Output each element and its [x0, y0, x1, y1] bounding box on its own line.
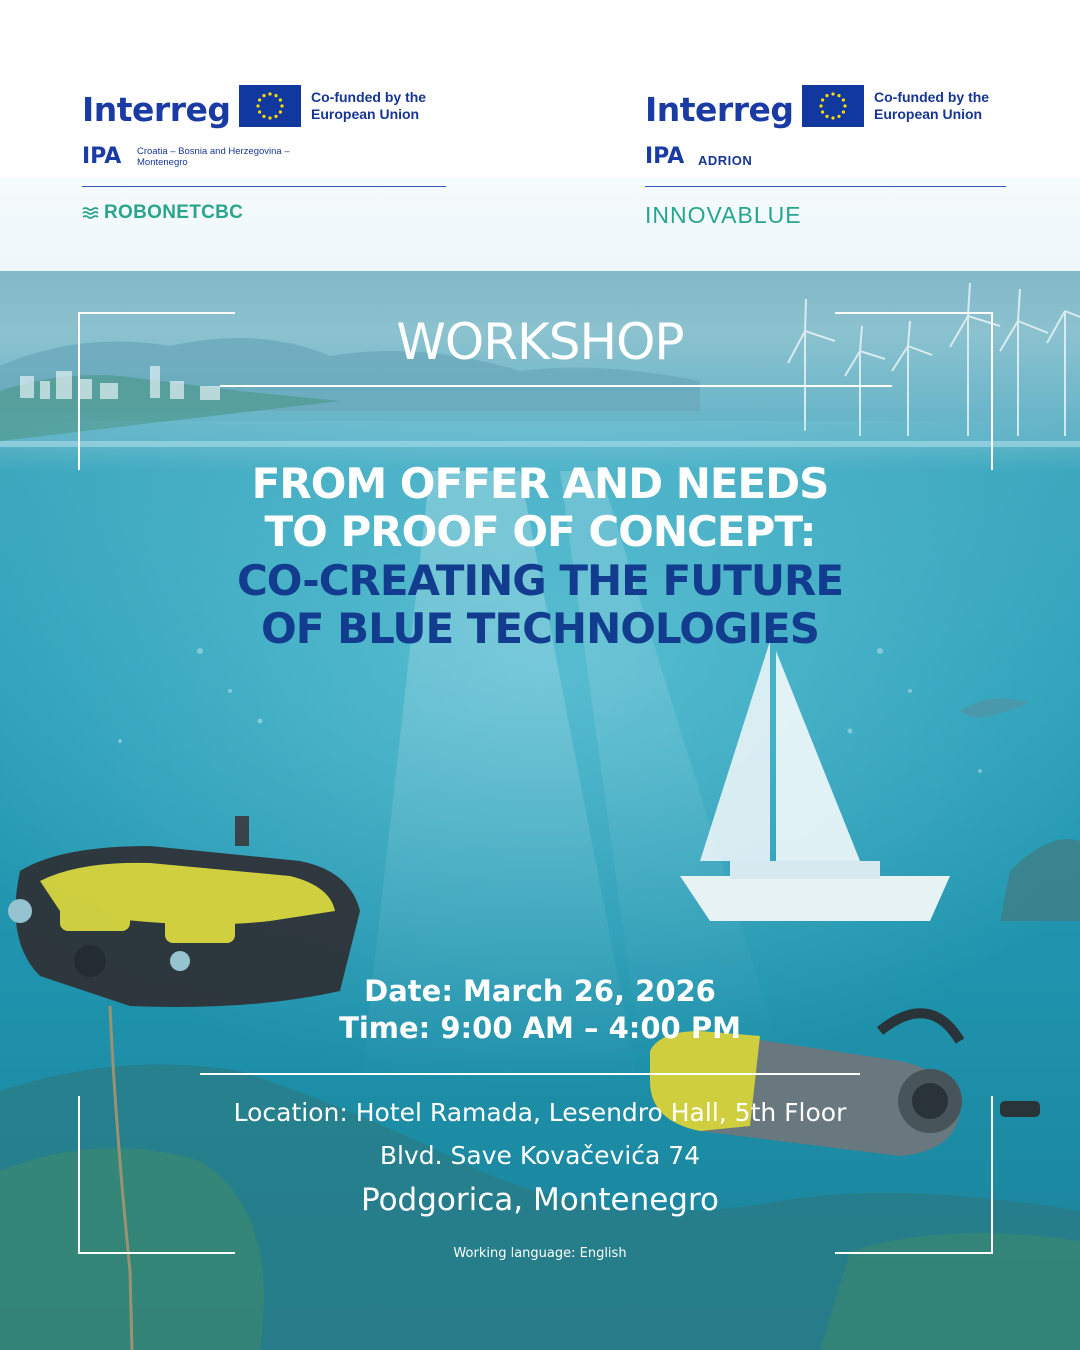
ipa-program-text: ADRION: [698, 153, 753, 168]
logo-block-innovablue: [645, 82, 1015, 242]
event-title-line-4: OF BLUE TECHNOLOGIES: [261, 604, 819, 653]
eu-flag-icon: [802, 85, 864, 127]
interreg-logo: Interreg: [82, 90, 231, 129]
frame-top-right-h: [835, 312, 993, 314]
frame-bottom-right-h: [835, 1252, 993, 1254]
event-title-line-2: TO PROOF OF CONCEPT:: [264, 507, 816, 556]
event-title-line-1: FROM OFFER AND NEEDS: [251, 459, 829, 508]
workshop-underline: [220, 385, 892, 387]
frame-bottom-left-h: [78, 1252, 235, 1254]
wave-icon: [82, 206, 102, 220]
header-divider: [82, 186, 446, 187]
ipa-logo: IPA: [645, 144, 685, 169]
event-title-line-3: CO-CREATING THE FUTURE: [236, 556, 844, 605]
frame-bottom-left-v: [78, 1096, 80, 1254]
logo-header: [0, 0, 1080, 271]
frame-top-left-h: [78, 312, 235, 314]
working-language: Working language: English: [453, 1246, 627, 1261]
ipa-logo: IPA: [82, 144, 122, 169]
eu-flag-icon: [239, 85, 301, 127]
project-name: ROBONETCBC: [104, 202, 244, 223]
frame-top-right-v: [991, 312, 993, 470]
event-city: Podgorica, Montenegro: [361, 1182, 719, 1218]
datetime-divider: [200, 1073, 860, 1075]
logo-block-robonet: [82, 82, 452, 242]
event-time: Time: 9:00 AM – 4:00 PM: [339, 1011, 741, 1045]
event-location: Location: Hotel Ramada, Lesendro Hall, 5th Floor: [233, 1098, 847, 1127]
header-divider: [645, 186, 1006, 187]
event-type: WORKSHOP: [396, 313, 684, 371]
cofunded-text: Co-funded by the European Union: [874, 89, 990, 122]
frame-bottom-right-v: [991, 1096, 993, 1254]
event-date: Date: March 26, 2026: [364, 974, 716, 1008]
ipa-program-text: Croatia – Bosnia and Herzegovina – Montenegro: [137, 146, 290, 168]
project-logo-robonet: [82, 202, 243, 224]
interreg-logo: Interreg: [645, 90, 794, 129]
cofunded-text: Co-funded by the European Union: [311, 89, 427, 122]
frame-top-left-v: [78, 312, 80, 470]
project-logo-innovablue: INNOVABLUE: [645, 202, 802, 228]
event-address: Blvd. Save Kovačevića 74: [379, 1141, 701, 1170]
